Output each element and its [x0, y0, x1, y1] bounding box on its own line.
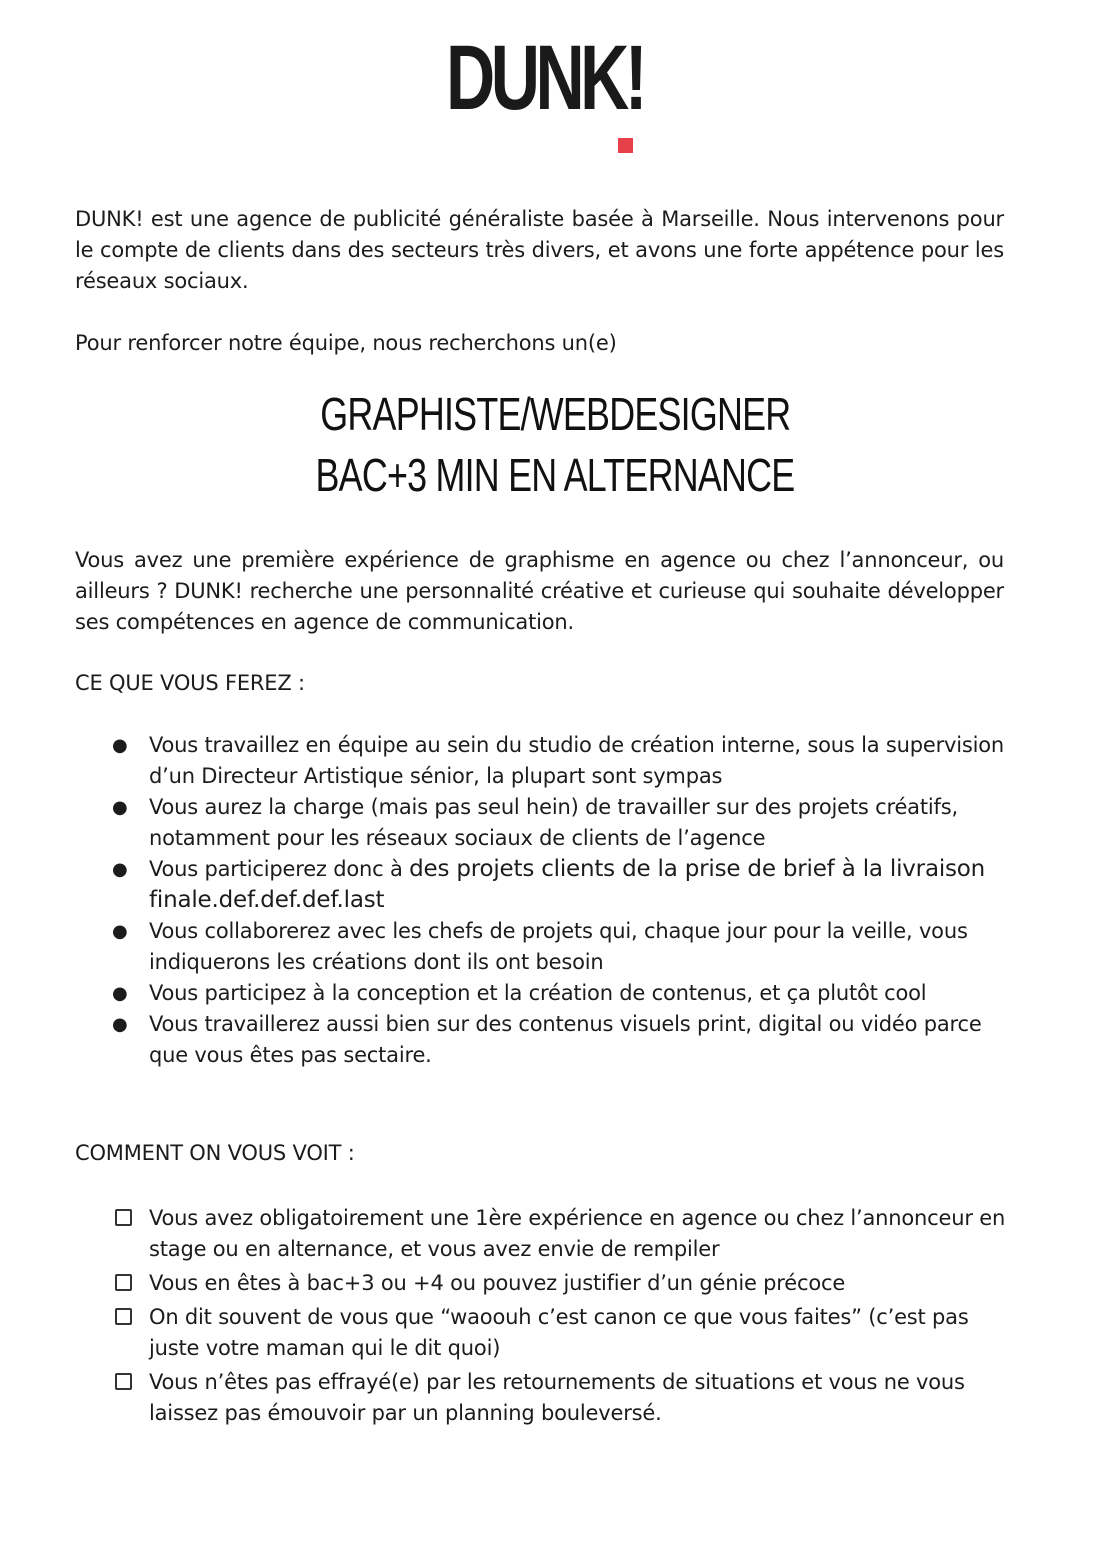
tasks-list: [110, 730, 1010, 1071]
job-title-line2: BAC+3 MIN EN ALTERNANCE: [315, 449, 795, 501]
checkbox-icon[interactable]: [115, 1373, 132, 1390]
checklist-item: Vous en êtes à bac+3 ou +4 ou pouvez justifier d’un génie précoce: [110, 1268, 1010, 1299]
tasks-heading: CE QUE VOUS FEREZ :: [75, 671, 305, 695]
list-item: ● Vous travaillerez aussi bien sur des contenus visuels print, digital ou vidéo parce que vous êtes pas sectaire.: [112, 1012, 982, 1067]
checklist-item: Vous avez obligatoirement une 1ère expérience en agence ou chez l’annonceur en stage ou en alternance, et vous avez envie de rempiler: [110, 1203, 1010, 1265]
checkbox-icon[interactable]: [115, 1209, 132, 1226]
recruit-line: Pour renforcer notre équipe, nous recherchons un(e): [75, 331, 617, 355]
checklist-item: Vous n’êtes pas effrayé(e) par les retournements de situations et vous ne vous laissez pas émouvoir par un planning bouleversé.: [110, 1367, 1010, 1429]
checklist-item: On dit souvent de vous que “waoouh c’est canon ce que vous faites” (c’est pas juste votre maman qui le dit quoi): [110, 1302, 1010, 1364]
logo-text: DUNK!: [446, 27, 644, 129]
list-item: ● Vous participerez donc à des projets clients de la prise de brief à la livraison finale.def.def.def.last: [112, 856, 986, 913]
list-item: ● Vous aurez la charge (mais pas seul hein) de travailler sur des projets créatifs, notamment pour les réseaux sociaux de clients de l’agence: [112, 795, 958, 850]
description-paragraph: Vous avez une première expérience de graphisme en agence ou chez l’annonceur, ou ailleurs ? DUNK! recherche une personnalité créative et curieuse qui souhaite développer ses compétences en agence de communication.: [75, 548, 1004, 634]
profile-checklist: [110, 1203, 1010, 1432]
logo-accent-dot: [618, 138, 633, 153]
list-item: ● Vous collaborerez avec les chefs de projets qui, chaque jour pour la veille, vous indiquerons les créations dont ils ont besoin: [112, 919, 968, 974]
job-title-line1: GRAPHISTE/WEBDESIGNER: [319, 388, 791, 440]
checkbox-icon[interactable]: [115, 1308, 132, 1325]
checkbox-icon[interactable]: [115, 1274, 132, 1291]
intro-paragraph: DUNK! est une agence de publicité généraliste basée à Marseille. Nous intervenons pour le compte de clients dans des secteurs très divers, et avons une forte appétence pour les réseaux sociaux.: [75, 207, 1004, 293]
profile-heading: COMMENT ON VOUS VOIT :: [75, 1141, 355, 1165]
dunk-logo: [446, 27, 644, 129]
list-item: ● Vous participez à la conception et la création de contenus, et ça plutôt cool: [112, 981, 927, 1005]
list-item: ● Vous travaillez en équipe au sein du studio de création interne, sous la supervision d’un Directeur Artistique sénior, la plupart sont sympas: [112, 733, 1005, 788]
